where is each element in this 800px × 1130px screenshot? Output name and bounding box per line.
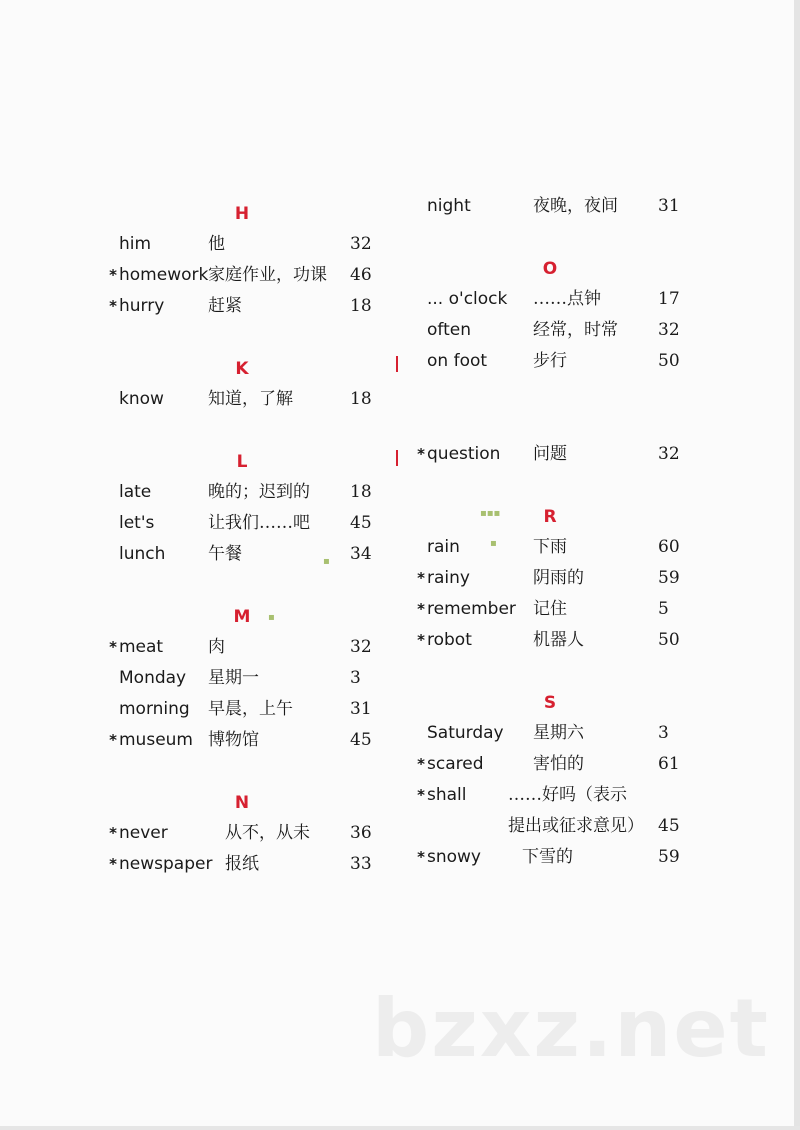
entry-word: rainy <box>427 568 470 588</box>
entry-page: 50 <box>658 351 680 371</box>
entry-meaning: 早晨，上午 <box>208 699 293 719</box>
entry-meaning: 害怕的 <box>533 754 584 774</box>
entry-word: late <box>119 482 152 502</box>
required-star: * <box>109 731 117 749</box>
required-star: * <box>109 855 117 873</box>
glossary-entry <box>400 628 800 652</box>
entry-page: 33 <box>350 854 372 874</box>
glossary-entry <box>0 387 400 411</box>
entry-page: 46 <box>350 265 372 285</box>
required-star: * <box>109 638 117 656</box>
entry-page: 32 <box>350 234 372 254</box>
entry-page: 31 <box>350 699 372 719</box>
entry-meaning: 下雨 <box>533 537 567 557</box>
required-star: * <box>109 824 117 842</box>
glossary-entry <box>0 232 400 256</box>
entry-meaning: 星期一 <box>208 668 259 688</box>
entry-word: him <box>119 234 152 254</box>
entry-meaning-continued: 提出或征求意见） <box>508 816 644 836</box>
entry-page: 45 <box>350 513 372 533</box>
glossary-entry <box>400 535 800 559</box>
entry-word: remember <box>427 599 516 619</box>
entry-page: 31 <box>658 196 680 216</box>
required-star: * <box>417 786 425 804</box>
entry-word: on foot <box>427 351 488 371</box>
glossary-entry <box>400 597 800 621</box>
entry-meaning: 午餐 <box>208 544 242 564</box>
entry-page: 18 <box>350 482 372 502</box>
entry-page: 18 <box>350 296 372 316</box>
required-star: * <box>109 266 117 284</box>
glossary-entry <box>0 821 400 845</box>
section-letter-o: O <box>542 259 558 279</box>
entry-word: know <box>119 389 164 409</box>
entry-word: Saturday <box>427 723 504 743</box>
required-star: * <box>417 445 425 463</box>
entry-word: rain <box>427 537 460 557</box>
margin-mark <box>396 450 398 466</box>
entry-word: morning <box>119 699 190 719</box>
entry-meaning: 家庭作业，功课 <box>208 265 327 285</box>
section-letter-n: N <box>234 793 250 813</box>
glossary-entry <box>0 480 400 504</box>
glossary-entry <box>0 666 400 690</box>
entry-meaning: 知道，了解 <box>208 389 293 409</box>
glossary-entry <box>400 845 800 869</box>
entry-meaning: 下雪的 <box>522 847 573 867</box>
print-speck: ▪▪▪ <box>480 508 501 519</box>
watermark: bzxz.net <box>372 982 770 1075</box>
entry-meaning: 星期六 <box>533 723 584 743</box>
entry-page: 17 <box>658 289 680 309</box>
required-star: * <box>109 297 117 315</box>
entry-page: 5 <box>658 599 669 619</box>
glossary-entry <box>400 318 800 342</box>
glossary-entry <box>0 542 400 566</box>
entry-meaning: 晚的；迟到的 <box>208 482 310 502</box>
glossary-entry <box>400 752 800 776</box>
required-star: * <box>417 848 425 866</box>
section-letter-s: S <box>543 693 557 713</box>
entry-word: homework <box>119 265 209 285</box>
entry-meaning: 经常，时常 <box>533 320 618 340</box>
entry-word: often <box>427 320 471 340</box>
entry-word: let's <box>119 513 155 533</box>
entry-meaning: 他 <box>208 234 225 254</box>
entry-word: ... o'clock <box>427 289 508 309</box>
entry-word: snowy <box>427 847 481 867</box>
section-letter-l: L <box>236 452 248 472</box>
entry-word: night <box>427 196 471 216</box>
entry-page: 32 <box>658 444 680 464</box>
entry-page: 32 <box>350 637 372 657</box>
glossary-entry <box>0 728 400 752</box>
entry-page: 60 <box>658 537 680 557</box>
section-letter-r: R <box>543 507 557 527</box>
entry-meaning: 报纸 <box>225 854 259 874</box>
entry-word: shall <box>427 785 467 805</box>
entry-word: scared <box>427 754 484 774</box>
entry-page: 45 <box>350 730 372 750</box>
required-star: * <box>417 569 425 587</box>
glossary-entry <box>0 263 400 287</box>
entry-word: lunch <box>119 544 166 564</box>
glossary-entry <box>400 349 800 373</box>
glossary-entry <box>0 294 400 318</box>
entry-meaning: ……点钟 <box>533 289 601 309</box>
glossary-entry <box>400 287 800 311</box>
entry-word: question <box>427 444 501 464</box>
print-speck: ▪ <box>490 538 497 549</box>
entry-meaning: 阴雨的 <box>533 568 584 588</box>
margin-mark <box>396 356 398 372</box>
entry-meaning: 肉 <box>208 637 225 657</box>
section-letter-h: H <box>234 204 250 224</box>
entry-page: 3 <box>658 723 669 743</box>
entry-meaning: 问题 <box>533 444 567 464</box>
glossary-entry <box>0 697 400 721</box>
entry-word: never <box>119 823 168 843</box>
glossary-entry <box>400 721 800 745</box>
glossary-entry <box>400 783 800 807</box>
glossary-entry-continuation <box>400 814 800 838</box>
glossary-entry <box>400 566 800 590</box>
glossary-right-column <box>400 0 800 1130</box>
glossary-entry <box>0 852 400 876</box>
entry-meaning: 从不，从未 <box>225 823 310 843</box>
entry-page: 34 <box>350 544 372 564</box>
entry-meaning: 让我们……吧 <box>208 513 310 533</box>
entry-word: newspaper <box>119 854 213 874</box>
entry-page: 36 <box>350 823 372 843</box>
glossary-entry <box>0 511 400 535</box>
entry-page: 61 <box>658 754 680 774</box>
entry-meaning: 记住 <box>533 599 567 619</box>
required-star: * <box>417 755 425 773</box>
glossary-entry <box>400 442 800 466</box>
required-star: * <box>417 631 425 649</box>
entry-word: robot <box>427 630 472 650</box>
print-speck: ▪ <box>323 556 330 567</box>
entry-meaning: 夜晚，夜间 <box>533 196 618 216</box>
entry-word: Monday <box>119 668 187 688</box>
required-star: * <box>417 600 425 618</box>
glossary-entry <box>400 194 800 218</box>
entry-page: 3 <box>350 668 361 688</box>
entry-page: 50 <box>658 630 680 650</box>
entry-page: 18 <box>350 389 372 409</box>
entry-page: 59 <box>658 847 680 867</box>
entry-meaning: ……好吗（表示 <box>508 785 627 805</box>
entry-word: museum <box>119 730 193 750</box>
entry-meaning: 机器人 <box>533 630 584 650</box>
entry-meaning: 博物馆 <box>208 730 259 750</box>
entry-meaning: 赶紧 <box>208 296 242 316</box>
section-letter-k: K <box>235 359 249 379</box>
entry-meaning: 步行 <box>533 351 567 371</box>
entry-word: meat <box>119 637 164 657</box>
section-letter-m: M <box>233 607 251 627</box>
entry-page: 32 <box>658 320 680 340</box>
entry-page: 59 <box>658 568 680 588</box>
entry-word: hurry <box>119 296 165 316</box>
print-speck: ▪ <box>268 612 275 623</box>
glossary-entry <box>0 635 400 659</box>
entry-page: 45 <box>658 816 680 836</box>
